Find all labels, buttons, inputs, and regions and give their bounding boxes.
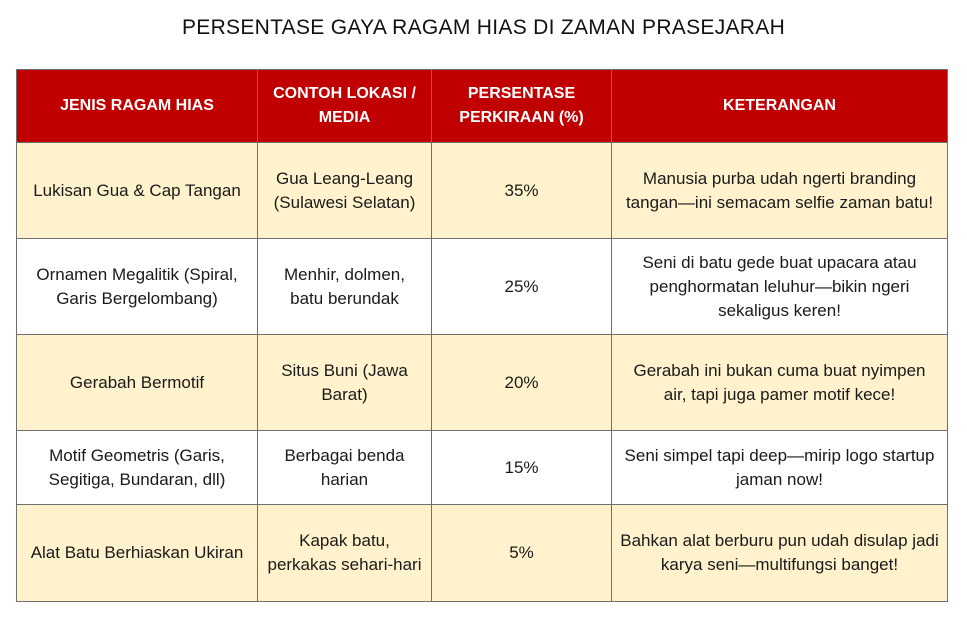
cell-jenis: Motif Geometris (Garis, Segitiga, Bundaran, dll) bbox=[17, 431, 258, 505]
cell-lokasi: Gua Leang-Leang (Sulawesi Selatan) bbox=[258, 143, 432, 239]
header-jenis-ragam-hias: JENIS RAGAM HIAS bbox=[17, 70, 258, 143]
data-table bbox=[16, 69, 948, 602]
cell-keterangan: Seni simpel tapi deep—mirip logo startup jaman now! bbox=[612, 431, 948, 505]
cell-jenis: Gerabah Bermotif bbox=[17, 335, 258, 431]
cell-keterangan: Manusia purba udah ngerti branding tangan—ini semacam selfie zaman batu! bbox=[612, 143, 948, 239]
header-contoh-lokasi: CONTOH LOKASI / MEDIA bbox=[258, 70, 432, 143]
cell-keterangan: Gerabah ini bukan cuma buat nyimpen air, tapi juga pamer motif kece! bbox=[612, 335, 948, 431]
cell-persentase: 25% bbox=[432, 239, 612, 335]
header-keterangan: KETERANGAN bbox=[612, 70, 948, 143]
table-row bbox=[17, 143, 948, 239]
cell-jenis: Lukisan Gua & Cap Tangan bbox=[17, 143, 258, 239]
cell-jenis: Alat Batu Berhiaskan Ukiran bbox=[17, 505, 258, 602]
cell-persentase: 20% bbox=[432, 335, 612, 431]
cell-lokasi: Berbagai benda harian bbox=[258, 431, 432, 505]
cell-keterangan: Bahkan alat berburu pun udah disulap jadi karya seni—multifungsi banget! bbox=[612, 505, 948, 602]
cell-persentase: 5% bbox=[432, 505, 612, 602]
page-title: PERSENTASE GAYA RAGAM HIAS DI ZAMAN PRASEJARAH bbox=[181, 16, 786, 39]
table-row bbox=[17, 505, 948, 602]
table-row bbox=[17, 239, 948, 335]
table-row bbox=[17, 335, 948, 431]
cell-jenis: Ornamen Megalitik (Spiral, Garis Bergelombang) bbox=[17, 239, 258, 335]
cell-lokasi: Situs Buni (Jawa Barat) bbox=[258, 335, 432, 431]
cell-lokasi: Kapak batu, perkakas sehari-hari bbox=[258, 505, 432, 602]
cell-persentase: 35% bbox=[432, 143, 612, 239]
table-row bbox=[17, 431, 948, 505]
cell-persentase: 15% bbox=[432, 431, 612, 505]
cell-keterangan: Seni di batu gede buat upacara atau penghormatan leluhur—bikin ngeri sekaligus keren! bbox=[612, 239, 948, 335]
header-persentase: PERSENTASE PERKIRAAN (%) bbox=[432, 70, 612, 143]
cell-lokasi: Menhir, dolmen, batu berundak bbox=[258, 239, 432, 335]
table-header-row bbox=[17, 70, 948, 143]
